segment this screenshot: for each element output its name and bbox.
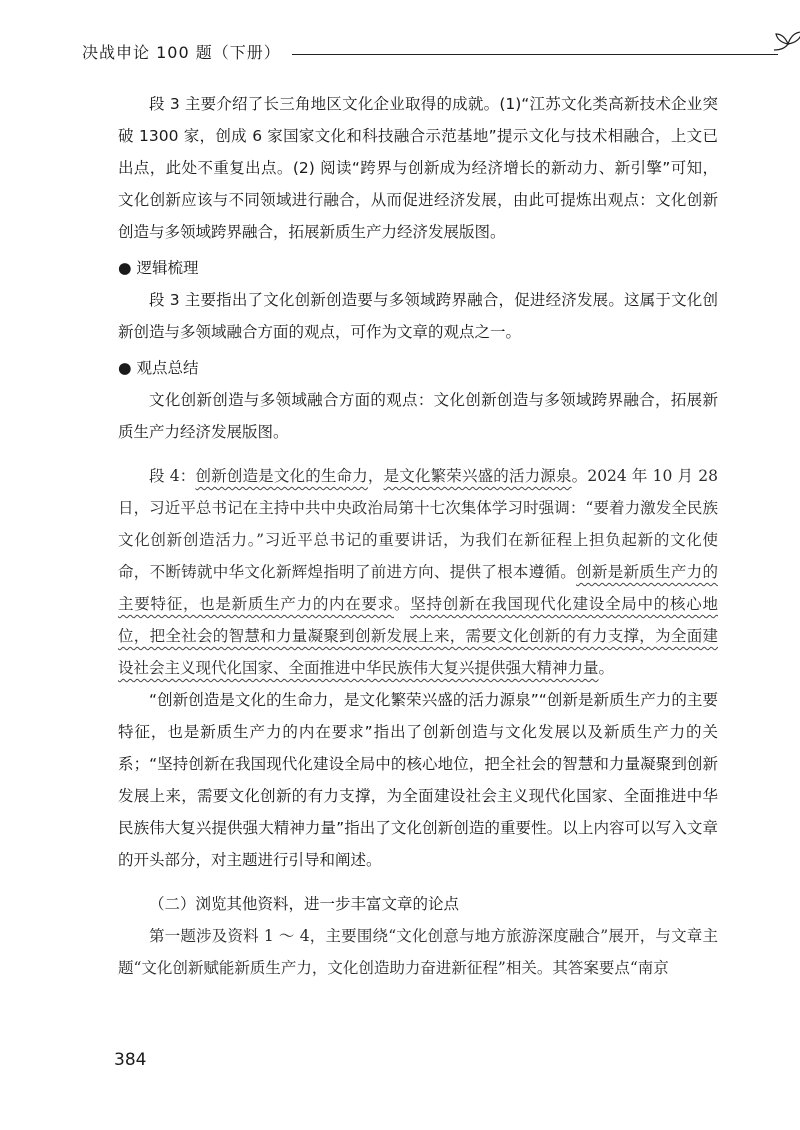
section-heading: （二）浏览其他资料，进一步丰富文章的论点	[149, 895, 460, 913]
material-text-3: 。	[394, 595, 411, 613]
page-body	[118, 88, 718, 984]
header-title: 决战申论 100 题（下册）	[82, 43, 281, 62]
heading-summary: ● 观点总结	[118, 359, 199, 377]
material-text-2: 。2024 年 10 月 28 日，习近平总书记在主持中共中央政治局第十七次集体学习时强调：“要着力激发全民族文化创新创造活力。”习近平总书记的重要讲话，为我们在新征程上担负起新的文化使命，不断铸就中华文化新辉煌指明了前进方向、提供了根本遵循。	[118, 467, 718, 581]
paragraph-p5: “创新创造是文化的生命力，是文化繁荣兴盛的活力源泉”“创新是新质生产力的主要特征，也是新质生产力的内在要求”指出了创新创造与文化发展以及新质生产力的关系；“坚持创新在我国现代化建设全局中的核心地位，把全社会的智慧和力量凝聚到创新发展上来，需要文化创新的有力支撑，为全面建设社会主义现代化国家、全面推进中华民族伟大复兴提供强大精神力量”指出了文化创新创造的重要性。以上内容可以写入文章的开头部分，对主题进行引导和阐述。	[118, 691, 718, 869]
paragraph-p2: 段 3 主要指出了文化创新创造要与多领域跨界融合，促进经济发展。这属于文化创新创造与多领域融合方面的观点，可作为文章的观点之一。	[118, 291, 718, 341]
material-lead: 段 4：	[149, 467, 196, 485]
paragraph-p3: 文化创新创造与多领域融合方面的观点：文化创新创造与多领域跨界融合，拓展新质生产力经济发展版图。	[118, 391, 718, 441]
material-text-4: 。	[598, 659, 615, 677]
material-text-1: ，	[367, 467, 384, 485]
header-rule	[292, 54, 778, 55]
wavy-underline-2: 是文化繁荣兴盛的活力源泉	[383, 467, 572, 485]
sprout-icon	[770, 28, 800, 56]
paragraph-p1: 段 3 主要介绍了长三角地区文化企业取得的成就。(1)“江苏文化类高新技术企业突破 1300 家，创成 6 家国家文化和科技融合示范基地”提示文化与技术相融合，上文已出点，此处不重复出点。(2) 阅读“跨界与创新成为经济增长的新动力、新引擎”可知，文化创新应该与不同领域进行融合，从而促进经济发展，由此可提炼出观点：文化创新创造与多领域跨界融合，拓展新质生产力经济发展版图。	[118, 95, 718, 241]
wavy-underline-1: 创新创造是文化的生命力	[195, 467, 368, 485]
paragraph-p6: 第一题涉及资料 1 ～ 4，主要围绕“文化创意与地方旅游深度融合”展开，与文章主题“文化创新赋能新质生产力，文化创造助力奋进新征程”相关。其答案要点“南京	[118, 927, 718, 977]
wavy-underline-4: 坚持创新在我国现代化建设全局中的核心地位，把全社会的智慧和力量凝聚到创新发展上来，需要文化创新的有力支撑，为全面建设社会主义现代化国家、全面推进中华民族伟大复兴提供强大精神力量	[118, 595, 718, 677]
heading-logic: ● 逻辑梳理	[118, 259, 199, 277]
page-number: 384	[114, 1050, 147, 1070]
wavy-underline-3: 创新是新质生产力的主要特征，也是新质生产力的内在要求	[118, 563, 718, 613]
running-header	[82, 36, 722, 66]
paragraph-quoted-material	[118, 460, 718, 684]
